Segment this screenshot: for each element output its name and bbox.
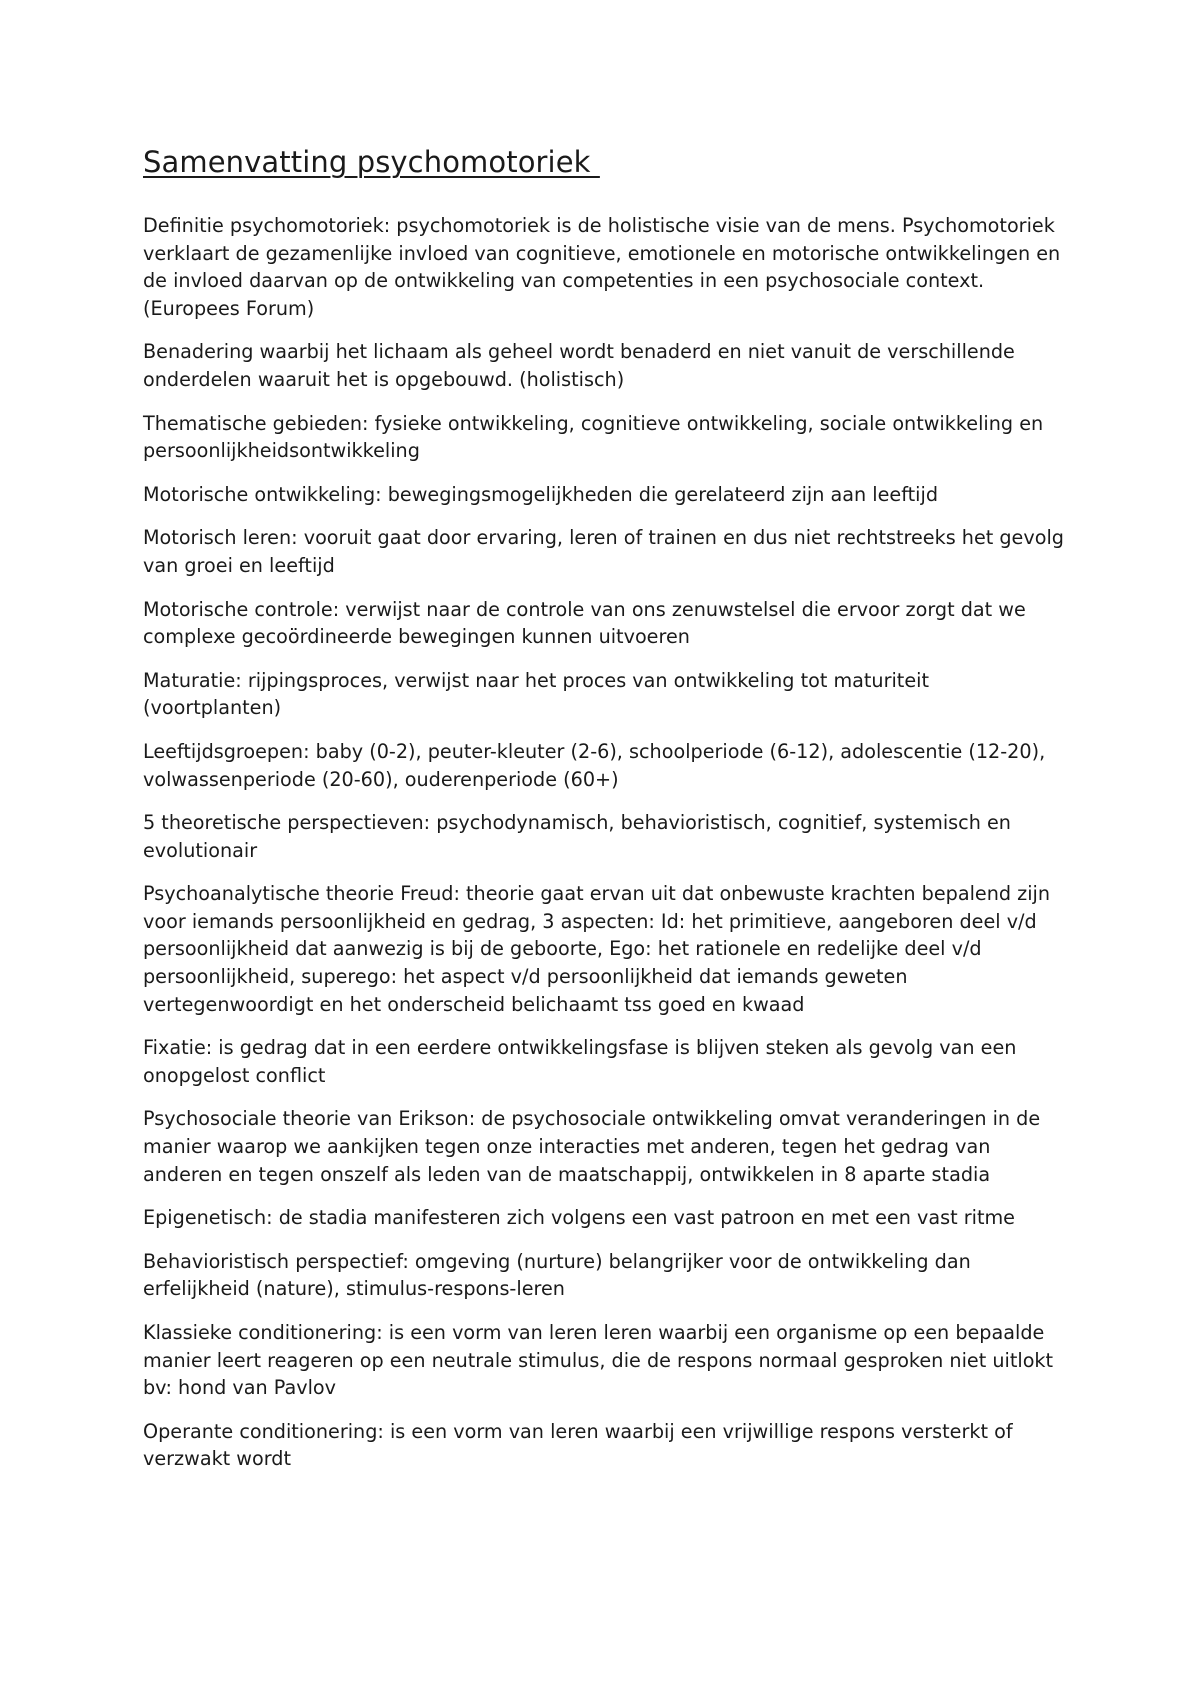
paragraph-thematische-gebieden: Thematische gebieden: fysieke ontwikkeling, cognitieve ontwikkeling, sociale ontwikkeling en persoonlijkheidsontwikkeling (143, 411, 1044, 463)
paragraph-epigenetisch: Epigenetisch: de stadia manifesteren zich volgens een vast patroon en met een vast ritme (143, 1206, 1015, 1230)
document-body (143, 142, 1073, 1489)
paragraph-motorische-ontwikkeling: Motorische ontwikkeling: bewegingsmogelijkheden die gerelateerd zijn aan leeftijd (143, 482, 939, 506)
document-title-text: Samenvatting psychomotoriek (143, 145, 600, 179)
paragraph-theoretische-perspectieven: 5 theoretische perspectieven: psychodynamisch, behavioristisch, cognitief, systemisch en evolutionair (143, 811, 1011, 862)
paragraph-operante-conditionering: Operante conditionering: is een vorm van leren waarbij een vrijwillige respons versterkt of verzwakt wordt (143, 1419, 1013, 1471)
paragraph-fixatie: Fixatie: is gedrag dat in een eerdere ontwikkelingsfase is blijven steken als gevolg van een onopgelost conflict (143, 1036, 1017, 1087)
document-title (143, 142, 1073, 182)
paragraph-benadering: Benadering waarbij het lichaam als geheel wordt benaderd en niet vanuit de verschillende onderdelen waaruit het is opgebouwd. (holistisch) (143, 340, 1015, 391)
paragraph-freud: Psychoanalytische theorie Freud: theorie gaat ervan uit dat onbewuste krachten bepalend zijn voor iemands persoonlijkheid en gedrag, 3 aspecten: Id: het primitieve, aangeboren deel v/d persoonlijkheid dat aanwezig is bij de geboorte, Ego: het rationele en redelijke deel v/d persoonlijkheid, superego: het aspect v/d persoonlijkheid dat iemands geweten vertegenwoordigt en het onderscheid belichaamt tss goed en kwaad (143, 882, 1051, 1016)
paragraph-maturatie: Maturatie: rijpingsproces, verwijst naar het proces van ontwikkeling tot maturiteit (voortplanten) (143, 668, 929, 720)
paragraph-behavioristisch: Behavioristisch perspectief: omgeving (nurture) belangrijker voor de ontwikkeling dan erfelijkheid (nature), stimulus-respons-leren (143, 1249, 971, 1301)
paragraph-motorische-controle: Motorische controle: verwijst naar de controle van ons zenuwstelsel die ervoor zorgt dat we complexe gecoördineerde bewegingen kunnen uitvoeren (143, 597, 1026, 649)
paragraph-definitie: Definitie psychomotoriek: psychomotoriek is de holistische visie van de mens. Psychomotoriek verklaart de gezamenlijke invloed van cognitieve, emotionele en motorische ontwikkelingen en de invloed daarvan op de ontwikkeling van competenties in een psychosociale context. (Europees Forum) (143, 214, 1061, 320)
paragraph-motorisch-leren: Motorisch leren: vooruit gaat door ervaring, leren of trainen en dus niet rechtstreeks het gevolg van groei en leeftijd (143, 526, 1064, 577)
paragraph-leeftijdsgroepen: Leeftijdsgroepen: baby (0-2), peuter-kleuter (2-6), schoolperiode (6-12), adolescentie (12-20), volwassenperiode (20-60), ouderenperiode (60+) (143, 739, 1046, 791)
paragraph-klassieke-conditionering: Klassieke conditionering: is een vorm van leren leren waarbij een organisme op een bepaalde manier leert reageren op een neutrale stimulus, die de respons normaal gesproken niet uitlokt bv: hond van Pavlov (143, 1321, 1054, 1400)
paragraph-erikson: Psychosociale theorie van Erikson: de psychosociale ontwikkeling omvat veranderingen in de manier waarop we aankijken tegen onze interacties met anderen, tegen het gedrag van anderen en tegen onszelf als leden van de maatschappij, ontwikkelen in 8 aparte stadia (143, 1107, 1041, 1186)
